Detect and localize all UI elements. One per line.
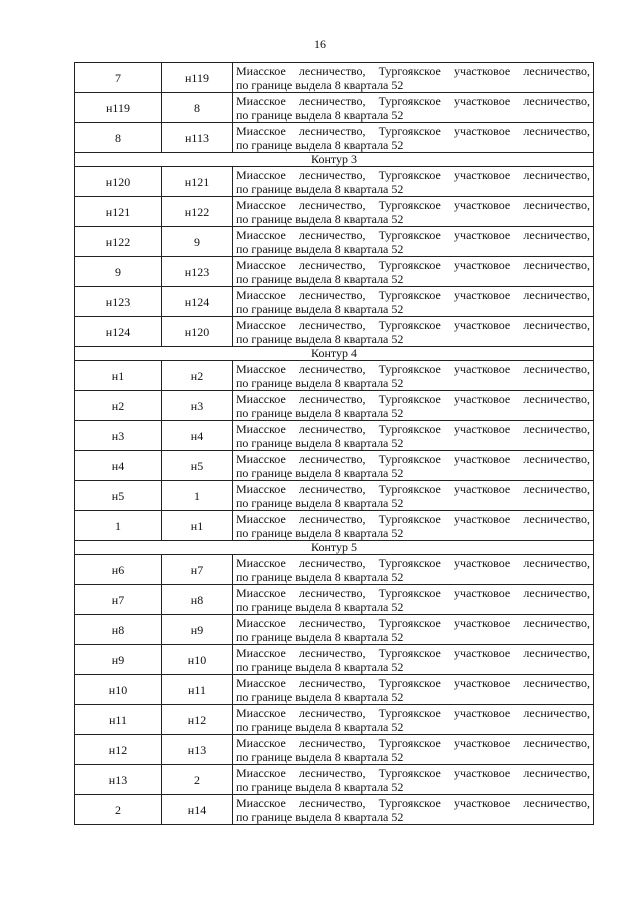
description-line-1: Миасское лесничество, Тургоякское участковое лесничество, [236, 795, 590, 810]
from-point-cell: н12 [75, 735, 162, 765]
table-row [75, 585, 594, 615]
table-row [75, 257, 594, 287]
table-row [75, 481, 594, 511]
from-point-cell: н121 [75, 197, 162, 227]
description-line-2: по границе выдела 8 квартала 52 [236, 629, 404, 644]
table-row [75, 765, 594, 795]
description-line-1: Миасское лесничество, Тургоякское участковое лесничество, [236, 585, 590, 600]
table-row [75, 451, 594, 481]
description-line-2: по границе выдела 8 квартала 52 [236, 405, 404, 420]
from-point-cell: 9 [75, 257, 162, 287]
from-point-cell: н10 [75, 675, 162, 705]
from-point-cell: 1 [75, 511, 162, 541]
table-row [75, 123, 594, 153]
from-point-cell: 7 [75, 63, 162, 93]
to-point-cell: н121 [162, 167, 233, 197]
table-row [75, 63, 594, 93]
description-line-1: Миасское лесничество, Тургоякское участковое лесничество, [236, 287, 590, 302]
from-point-cell: н8 [75, 615, 162, 645]
table-row [75, 197, 594, 227]
to-point-cell: н120 [162, 317, 233, 347]
description-line-2: по границе выдела 8 квартала 52 [236, 719, 404, 734]
to-point-cell: н2 [162, 361, 233, 391]
page-number: 16 [314, 37, 326, 51]
contour-label: Контур 4 [75, 347, 594, 361]
boundary-description-cell [233, 197, 594, 227]
description-line-1: Миасское лесничество, Тургоякское участковое лесничество, [236, 391, 590, 406]
table-row [75, 421, 594, 451]
description-line-2: по границе выдела 8 квартала 52 [236, 435, 404, 450]
table-row [75, 167, 594, 197]
to-point-cell: 9 [162, 227, 233, 257]
boundary-description-cell [233, 63, 594, 93]
to-point-cell: н8 [162, 585, 233, 615]
from-point-cell: н13 [75, 765, 162, 795]
description-line-2: по границе выдела 8 квартала 52 [236, 525, 404, 540]
to-point-cell: н4 [162, 421, 233, 451]
to-point-cell: н13 [162, 735, 233, 765]
boundary-description-cell [233, 451, 594, 481]
description-line-1: Миасское лесничество, Тургоякское участковое лесничество, [236, 197, 590, 212]
description-line-1: Миасское лесничество, Тургоякское участковое лесничество, [236, 705, 590, 720]
description-line-2: по границе выдела 8 квартала 52 [236, 779, 404, 794]
boundary-description-cell [233, 93, 594, 123]
table-row [75, 361, 594, 391]
description-line-1: Миасское лесничество, Тургоякское участковое лесничество, [236, 93, 590, 108]
description-line-1: Миасское лесничество, Тургоякское участковое лесничество, [236, 63, 590, 78]
contour-header-row [75, 153, 594, 167]
boundary-table [74, 62, 594, 825]
to-point-cell: н9 [162, 615, 233, 645]
from-point-cell: н6 [75, 555, 162, 585]
table-row [75, 317, 594, 347]
boundary-description-cell [233, 123, 594, 153]
from-point-cell: н3 [75, 421, 162, 451]
table-row [75, 795, 594, 825]
table-row [75, 615, 594, 645]
to-point-cell: н122 [162, 197, 233, 227]
boundary-description-cell [233, 705, 594, 735]
from-point-cell: н124 [75, 317, 162, 347]
description-line-1: Миасское лесничество, Тургоякское участковое лесничество, [236, 421, 590, 436]
description-line-2: по границе выдела 8 квартала 52 [236, 241, 404, 256]
description-line-2: по границе выдела 8 квартала 52 [236, 181, 404, 196]
boundary-description-cell [233, 555, 594, 585]
from-point-cell: н4 [75, 451, 162, 481]
description-line-2: по границе выдела 8 квартала 52 [236, 211, 404, 226]
table-row [75, 511, 594, 541]
description-line-1: Миасское лесничество, Тургоякское участковое лесничество, [236, 257, 590, 272]
description-line-2: по границе выдела 8 квартала 52 [236, 107, 404, 122]
to-point-cell: н10 [162, 645, 233, 675]
from-point-cell: н122 [75, 227, 162, 257]
description-line-2: по границе выдела 8 квартала 52 [236, 301, 404, 316]
table-row [75, 645, 594, 675]
from-point-cell: н1 [75, 361, 162, 391]
description-line-2: по границе выдела 8 квартала 52 [236, 495, 404, 510]
table-row [75, 227, 594, 257]
table-row [75, 705, 594, 735]
boundary-description-cell [233, 361, 594, 391]
to-point-cell: 8 [162, 93, 233, 123]
boundary-description-cell [233, 615, 594, 645]
description-line-2: по границе выдела 8 квартала 52 [236, 599, 404, 614]
table-body [75, 63, 594, 825]
boundary-description-cell [233, 585, 594, 615]
to-point-cell: н3 [162, 391, 233, 421]
contour-header-row [75, 541, 594, 555]
boundary-description-cell [233, 227, 594, 257]
table-row [75, 675, 594, 705]
table-row [75, 93, 594, 123]
table-row [75, 555, 594, 585]
description-line-2: по границе выдела 8 квартала 52 [236, 749, 404, 764]
to-point-cell: 2 [162, 765, 233, 795]
description-line-1: Миасское лесничество, Тургоякское участковое лесничество, [236, 317, 590, 332]
to-point-cell: н124 [162, 287, 233, 317]
description-line-2: по границе выдела 8 квартала 52 [236, 689, 404, 704]
contour-label: Контур 3 [75, 153, 594, 167]
boundary-description-cell [233, 257, 594, 287]
description-line-1: Миасское лесничество, Тургоякское участковое лесничество, [236, 645, 590, 660]
description-line-2: по границе выдела 8 квартала 52 [236, 271, 404, 286]
description-line-2: по границе выдела 8 квартала 52 [236, 809, 404, 824]
boundary-description-cell [233, 167, 594, 197]
description-line-1: Миасское лесничество, Тургоякское участковое лесничество, [236, 511, 590, 526]
description-line-1: Миасское лесничество, Тургоякское участковое лесничество, [236, 765, 590, 780]
table-row [75, 287, 594, 317]
boundary-description-cell [233, 391, 594, 421]
to-point-cell: н7 [162, 555, 233, 585]
from-point-cell: н2 [75, 391, 162, 421]
from-point-cell: н119 [75, 93, 162, 123]
boundary-description-cell [233, 481, 594, 511]
description-line-1: Миасское лесничество, Тургоякское участковое лесничество, [236, 167, 590, 182]
contour-label: Контур 5 [75, 541, 594, 555]
to-point-cell: н1 [162, 511, 233, 541]
description-line-1: Миасское лесничество, Тургоякское участковое лесничество, [236, 675, 590, 690]
description-line-1: Миасское лесничество, Тургоякское участковое лесничество, [236, 123, 590, 138]
from-point-cell: н7 [75, 585, 162, 615]
boundary-description-cell [233, 645, 594, 675]
description-line-1: Миасское лесничество, Тургоякское участковое лесничество, [236, 615, 590, 630]
description-line-2: по границе выдела 8 квартала 52 [236, 331, 404, 346]
to-point-cell: 1 [162, 481, 233, 511]
table-row [75, 391, 594, 421]
from-point-cell: 2 [75, 795, 162, 825]
description-line-2: по границе выдела 8 квартала 52 [236, 77, 404, 92]
description-line-2: по границе выдела 8 квартала 52 [236, 569, 404, 584]
boundary-description-cell [233, 675, 594, 705]
description-line-1: Миасское лесничество, Тургоякское участковое лесничество, [236, 227, 590, 242]
to-point-cell: н5 [162, 451, 233, 481]
boundary-description-cell [233, 511, 594, 541]
from-point-cell: н9 [75, 645, 162, 675]
to-point-cell: н119 [162, 63, 233, 93]
to-point-cell: н12 [162, 705, 233, 735]
description-line-2: по границе выдела 8 квартала 52 [236, 137, 404, 152]
boundary-description-cell [233, 795, 594, 825]
boundary-description-cell [233, 735, 594, 765]
description-line-1: Миасское лесничество, Тургоякское участковое лесничество, [236, 451, 590, 466]
to-point-cell: н113 [162, 123, 233, 153]
to-point-cell: н123 [162, 257, 233, 287]
contour-header-row [75, 347, 594, 361]
to-point-cell: н14 [162, 795, 233, 825]
from-point-cell: н11 [75, 705, 162, 735]
description-line-2: по границе выдела 8 квартала 52 [236, 465, 404, 480]
from-point-cell: н120 [75, 167, 162, 197]
description-line-2: по границе выдела 8 квартала 52 [236, 659, 404, 674]
boundary-description-cell [233, 287, 594, 317]
description-line-1: Миасское лесничество, Тургоякское участковое лесничество, [236, 481, 590, 496]
description-line-2: по границе выдела 8 квартала 52 [236, 375, 404, 390]
boundary-description-cell [233, 317, 594, 347]
from-point-cell: н5 [75, 481, 162, 511]
boundary-description-cell [233, 421, 594, 451]
boundary-description-cell [233, 765, 594, 795]
description-line-1: Миасское лесничество, Тургоякское участковое лесничество, [236, 361, 590, 376]
from-point-cell: 8 [75, 123, 162, 153]
to-point-cell: н11 [162, 675, 233, 705]
from-point-cell: н123 [75, 287, 162, 317]
description-line-1: Миасское лесничество, Тургоякское участковое лесничество, [236, 555, 590, 570]
table-row [75, 735, 594, 765]
description-line-1: Миасское лесничество, Тургоякское участковое лесничество, [236, 735, 590, 750]
